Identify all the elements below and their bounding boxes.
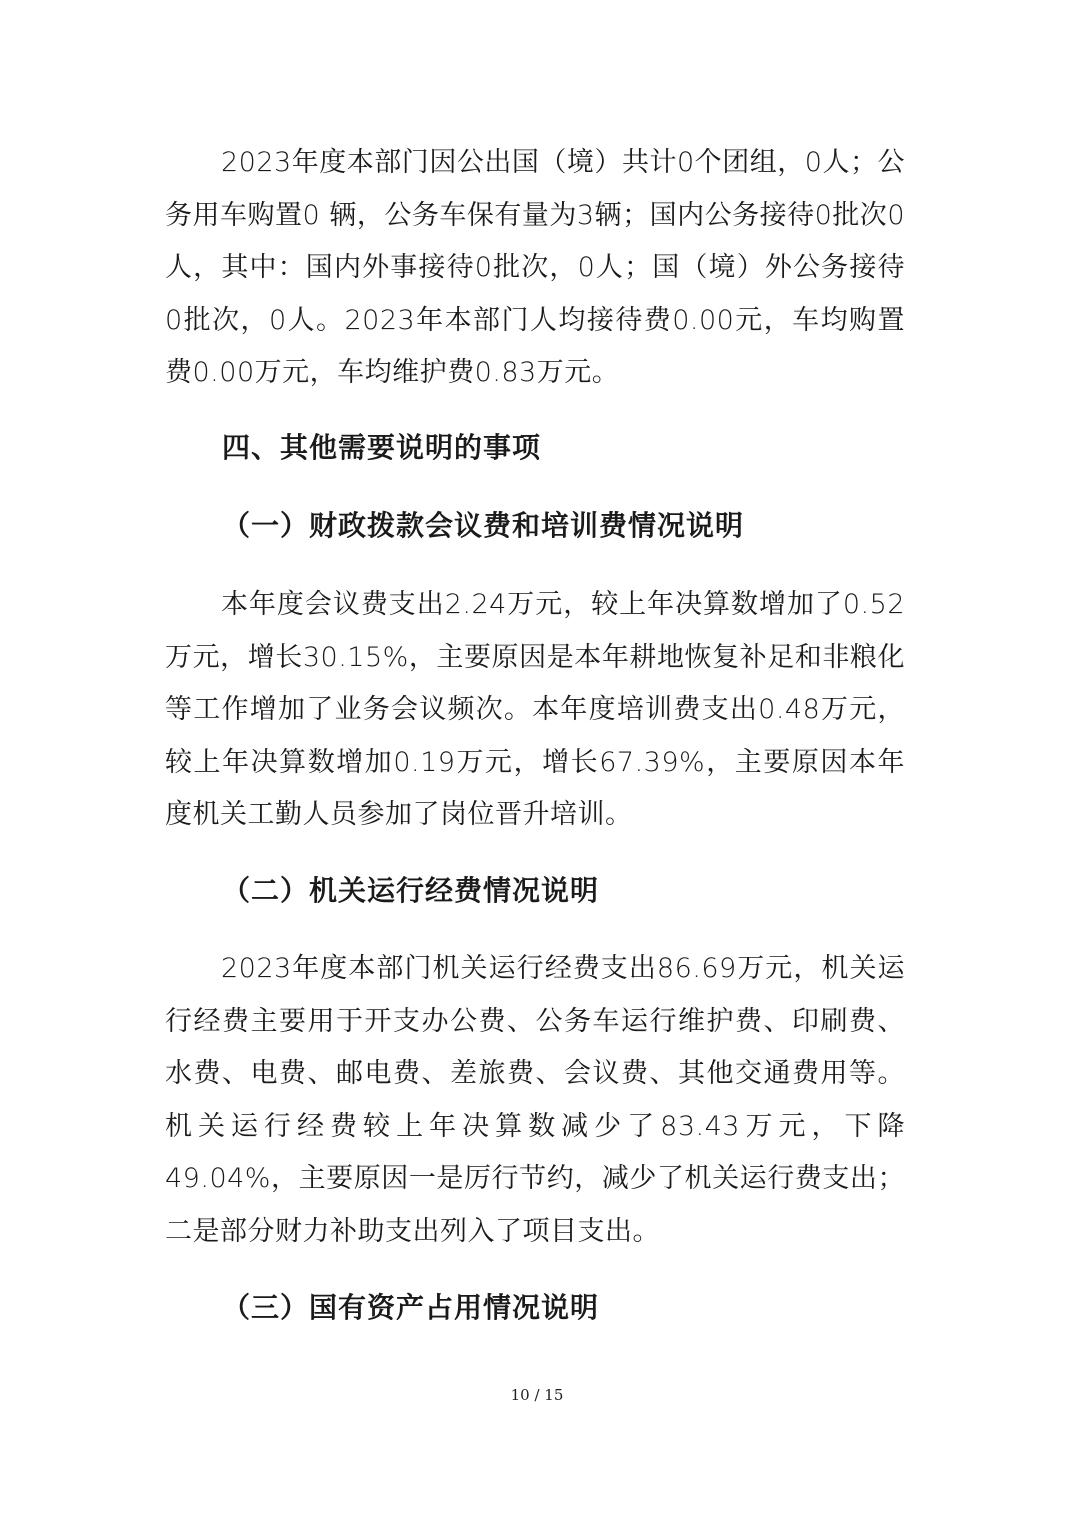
subsection-heading-meeting-training-fees: （一）财政拨款会议费和培训费情况说明 bbox=[222, 509, 745, 542]
paragraph-text: 2023年度本部门机关运行经费支出86.69万元，机关运行经费主要用于开支办公费、公务车运行维护费、印刷费、水费、电费、邮电费、差旅费、会议费、其他交通费用等。 机关运行经费较上年决算数减少了83.43万元，下降49.04%，主要原因一是厉行节约，减少了机关运行费支出；二是部分财力补助支出列入了项目支出。 bbox=[165, 953, 905, 1247]
paragraph-operating-expenses bbox=[165, 943, 905, 1258]
page-number: 10 / 15 bbox=[510, 1386, 564, 1404]
paragraph-meeting-training-fees bbox=[165, 579, 905, 842]
section-heading-other-matters: 四、其他需要说明的事项 bbox=[222, 431, 542, 464]
subsection-heading-operating-expenses: （二）机关运行经费情况说明 bbox=[222, 874, 600, 907]
paragraph-overseas-vehicles-reception bbox=[165, 137, 905, 400]
paragraph-text: 本年度会议费支出2.24万元，较上年决算数增加了0.52万元，增长30.15%，主要原因是本年耕地恢复补足和非粮化等工作增加了业务会议频次。本年度培训费支出0.48万元，较上年决算数增加0.19万元，增长67.39%，主要原因本年度机关工勤人员参加了岗位晋升培训。 bbox=[165, 589, 905, 830]
subsection-heading-state-assets: （三）国有资产占用情况说明 bbox=[222, 1291, 600, 1324]
paragraph-text: 2023年度本部门因公出国（境）共计0个团组，0人；公务用车购置0 辆，公务车保有量为3辆；国内公务接待0批次0人，其中：国内外事接待0批次，0人；国（境）外公务接待0批次，0人。2023年本部门人均接待费0.00元，车均购置费0.00万元，车均维护费0.83万元。 bbox=[165, 147, 905, 388]
